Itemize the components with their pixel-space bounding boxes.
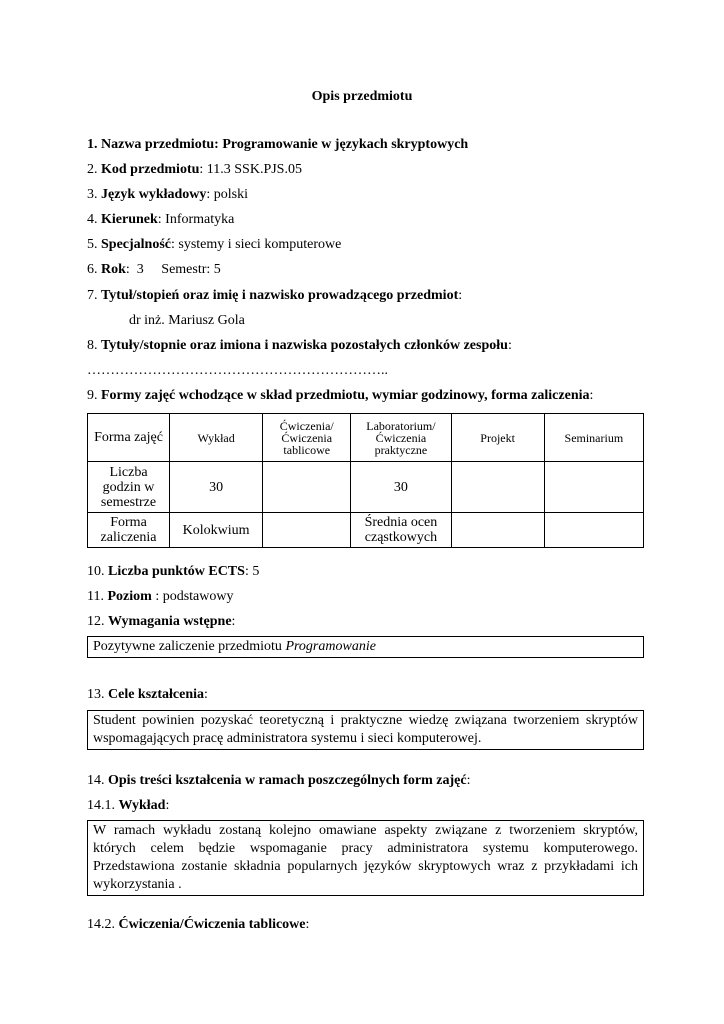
table-cell: 30 [170, 462, 263, 513]
table-header-cell: Wykład [170, 414, 263, 462]
table-header-cell: Ćwiczenia/ Ćwiczenia tablicowe [263, 414, 351, 462]
goals-box: Student powinien pozyskać teoretyczną i praktyczne wiedzę związana tworzeniem skryptów wspomagających pracę administratora systemu i sieci komputerowej. [87, 710, 644, 750]
table-cell [263, 513, 351, 548]
table-cell [263, 462, 351, 513]
item-content-heading: 14. Opis treści kształcenia w ramach poszczególnych form zajęć: [87, 773, 471, 788]
item-lecturer-heading: 7. Tytuł/stopień oraz imię i nazwisko prowadzącego przedmiot: [87, 288, 463, 303]
item-team-heading: 8. Tytuły/stopnie oraz imiona i nazwiska pozostałych członków zespołu: [87, 338, 512, 353]
table-row-label: Forma zaliczenia [88, 513, 170, 548]
item-lecturer-name: dr inż. Mariusz Gola [129, 313, 245, 328]
item-team-value: ……………………………………………………….. [87, 363, 388, 378]
table-header-cell: Laboratorium/ Ćwiczenia praktyczne [351, 414, 451, 462]
table-row [88, 462, 644, 513]
table-cell [451, 513, 544, 548]
table-cell: Średnia ocen cząstkowych [351, 513, 451, 548]
table-header-cell: Seminarium [544, 414, 643, 462]
item-ects: 10. Liczba punktów ECTS: 5 [87, 564, 260, 579]
item-field: 4. Kierunek: Informatyka [87, 212, 235, 227]
forms-table [87, 413, 644, 548]
table-cell [451, 462, 544, 513]
lecture-box: W ramach wykładu zostaną kolejno omawiane aspekty związane z tworzeniem skryptów, których celem będzie wspomaganie pracy administratora systemu komputerowego. Przedstawiona zostanie składnia popularnych języków skryptowych wraz z przykładami ich wykorzystania . [87, 820, 644, 896]
item-forms-heading: 9. Formy zajęć wchodzące w skład przedmiotu, wymiar godzinowy, forma zaliczenia: [87, 388, 594, 403]
prerequisites-box: Pozytywne zaliczenie przedmiotu Programowanie [87, 636, 644, 658]
table-cell [544, 513, 643, 548]
item-prerequisites-heading: 12. Wymagania wstępne: [87, 614, 236, 629]
table-cell [544, 462, 643, 513]
item-year-semester: 6. Rok: 3 Semestr: 5 [87, 262, 221, 277]
table-cell: 30 [351, 462, 451, 513]
table-cell: Kolokwium [170, 513, 263, 548]
item-course-code: 2. Kod przedmiotu: 11.3 SSK.PJS.05 [87, 162, 302, 177]
table-header-row [88, 414, 644, 462]
table-row [88, 513, 644, 548]
table-header-cell: Projekt [451, 414, 544, 462]
item-lecture-heading: 14.1. Wykład: [87, 798, 170, 813]
item-level: 11. Poziom : podstawowy [87, 589, 234, 604]
item-exercises-heading: 14.2. Ćwiczenia/Ćwiczenia tablicowe: [87, 917, 310, 932]
item-course-name: 1. Nazwa przedmiotu: Programowanie w językach skryptowych [87, 137, 469, 152]
item-language: 3. Język wykładowy: polski [87, 187, 249, 202]
page-title: Opis przedmiotu [311, 89, 413, 104]
item-specialization: 5. Specjalność: systemy i sieci komputerowe [87, 237, 342, 252]
table-header-cell: Forma zajęć [88, 414, 170, 462]
table-row-label: Liczba godzin w semestrze [88, 462, 170, 513]
item-goals-heading: 13. Cele kształcenia: [87, 687, 208, 702]
